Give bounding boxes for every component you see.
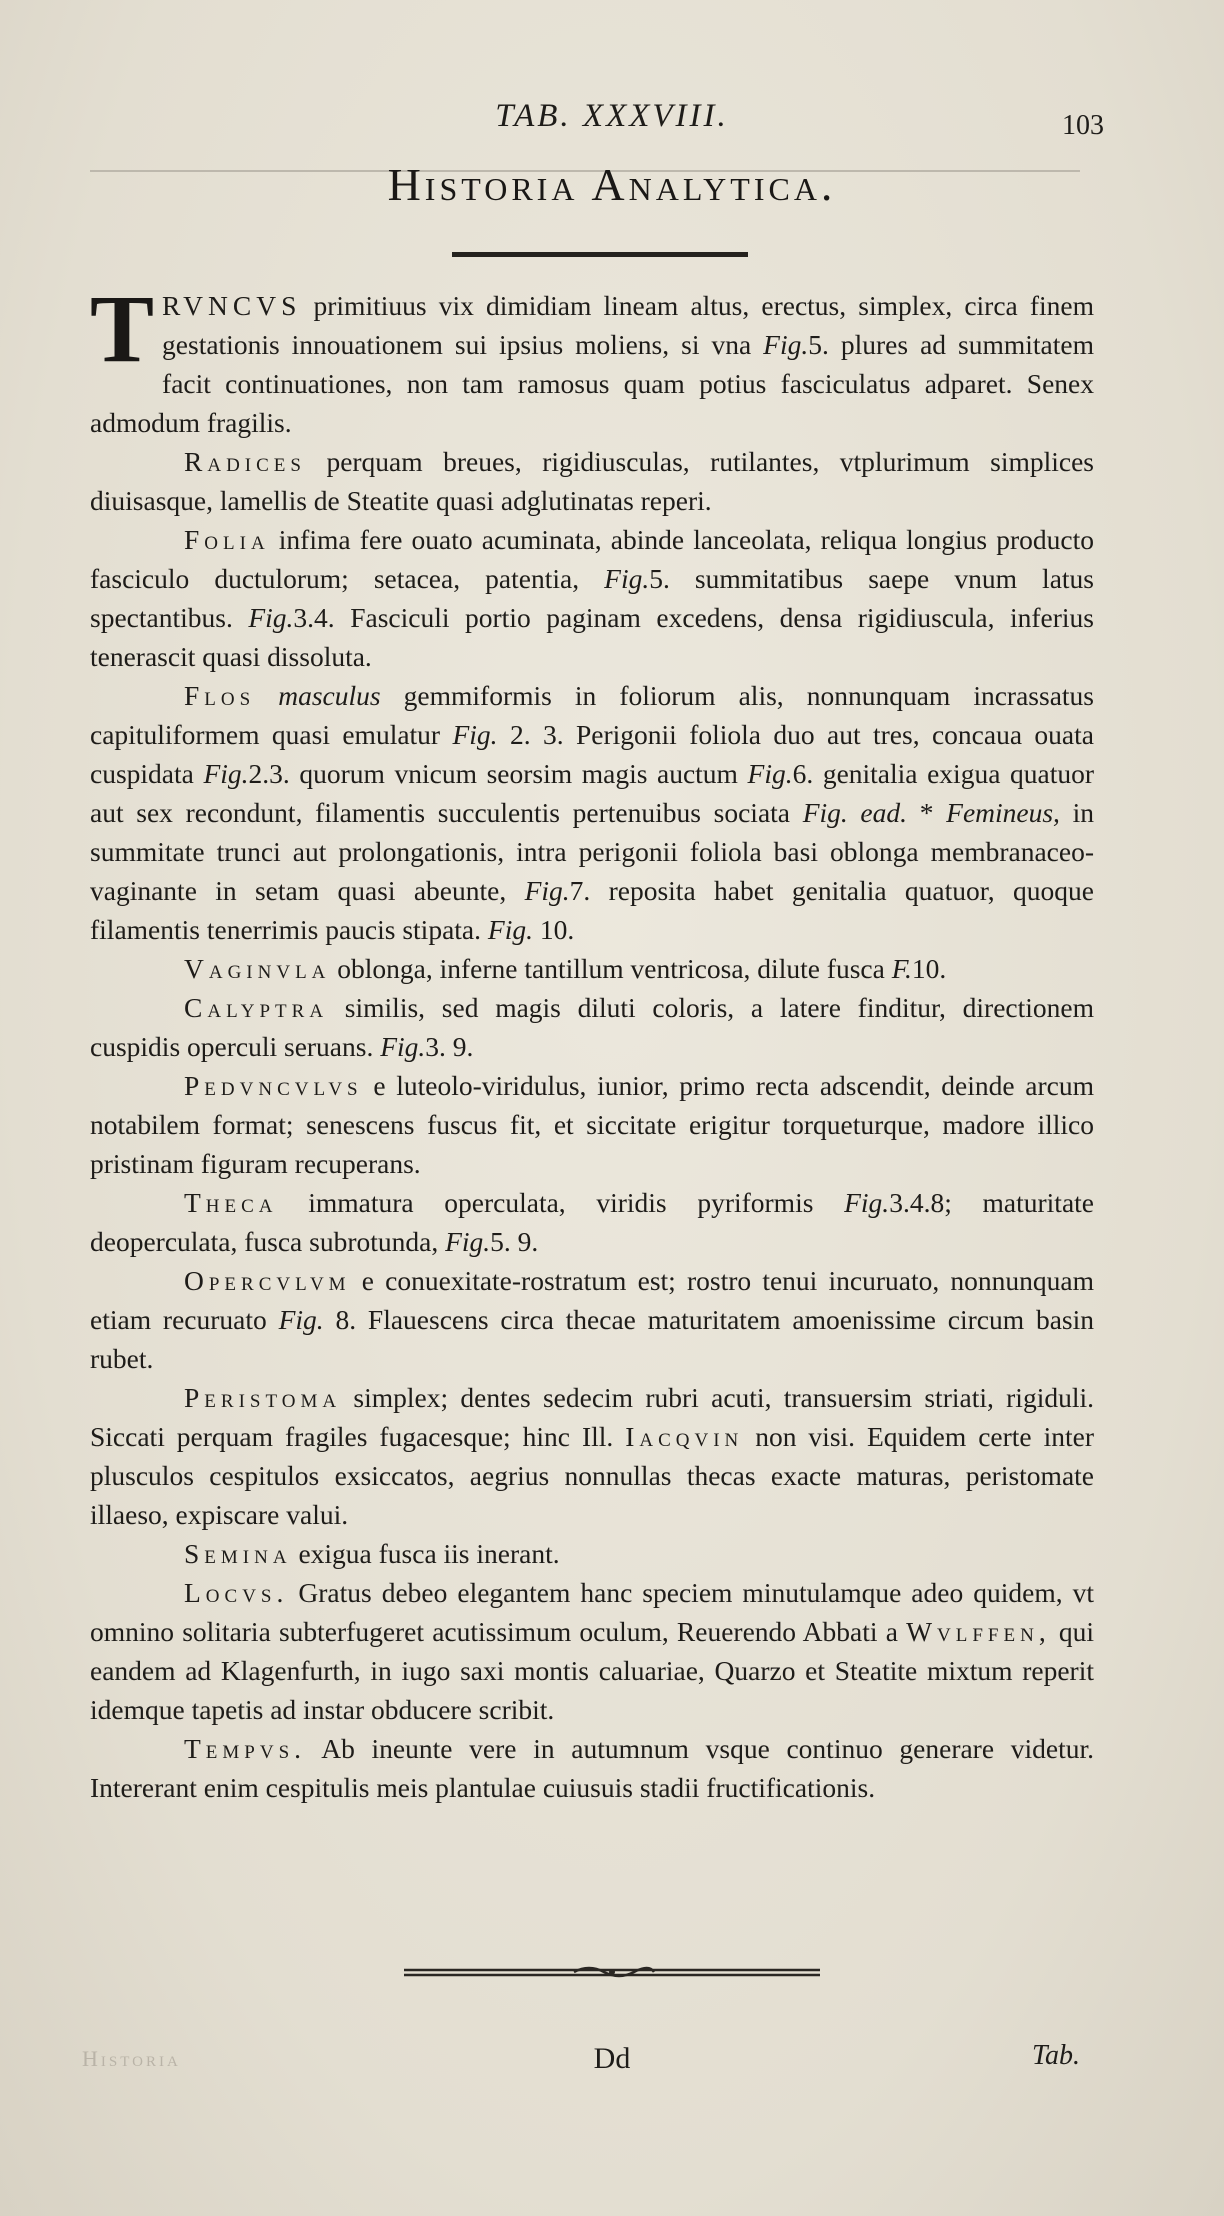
show-through-text: Historia xyxy=(82,2046,181,2071)
text-run: in summitate trunci aut prolongationis, intra perigonii foliola basi oblonga membranaceo-vaginante in setam quasi abeunte, xyxy=(90,797,1095,906)
page-number: 103 xyxy=(1062,110,1104,141)
paragraph xyxy=(90,520,1094,676)
text-run: similis, sed magis diluti coloris, a latere finditur, directionem cuspidis operculi seruans. xyxy=(90,992,1094,1062)
italic-reference: Fig. xyxy=(380,1031,426,1062)
italic-reference: Fig. xyxy=(844,1187,890,1218)
paragraph xyxy=(90,949,1094,988)
text-run: 7. reposita habet genitalia quatuor, quoque filamentis tenerrimis paucis stipata. xyxy=(90,875,1094,945)
paragraph-lead-word: Locvs. xyxy=(184,1577,289,1608)
paragraph-lead-word: Tempvs. xyxy=(184,1733,307,1764)
paragraph-lead-word: Pedvncvlvs xyxy=(184,1070,363,1101)
paragraph-lead-word: Opercvlvm xyxy=(184,1265,351,1296)
paragraph-lead-word: Folia xyxy=(184,524,270,555)
paragraph xyxy=(90,1573,1094,1729)
paragraph xyxy=(90,676,1094,949)
text-run: infima fere ouato acuminata, abinde lanceolata, reliqua longius producto fasciculo ductulorum; setacea, patentia, xyxy=(90,524,1094,594)
text-run: 6. genitalia exigua quatuor aut sex recondunt, filamentis succulentis pertenuibus sociata xyxy=(90,758,1094,828)
text-run: 10. xyxy=(532,914,575,945)
text-run: e luteolo-viridulus, iunior, primo recta adscendit, deinde arcum notabilem format; senescens fuscus fit, et siccitate erigitur torqueturque, madore illico pristinam figuram recuperans. xyxy=(90,1070,1094,1179)
italic-reference: Fig. xyxy=(487,914,533,945)
drop-cap: T xyxy=(90,275,155,382)
paragraph-lead-word: Theca xyxy=(184,1187,278,1218)
text-run: 3.4. Fasciculi portio paginam excedens, densa rigidiuscula, inferius tenerascit quasi dissoluta. xyxy=(90,602,1094,672)
paragraph xyxy=(90,1729,1094,1807)
text-run: gemmiformis in foliorum alis, nonnunquam incrassatus capituliformem quasi emulatur xyxy=(90,680,1095,750)
italic-reference: Fig. xyxy=(747,758,793,789)
text-run: non visi. Equidem certe inter plusculos cespitulos exsiccatos, aegrius nonnullas thecas exacte maturas, peristomate illaeso, expiscare valui. xyxy=(90,1421,1094,1530)
italic-reference: Fig. xyxy=(203,758,249,789)
section-title: Historia Analytica. xyxy=(387,159,837,210)
italic-reference: F. xyxy=(891,953,912,984)
paragraph xyxy=(90,1183,1094,1261)
text-run: * xyxy=(907,797,947,828)
text-run: e conuexitate-rostratum est; rostro tenui incuruato, nonnunquam etiam recuruato xyxy=(90,1265,1094,1335)
italic-reference: Fig. xyxy=(445,1226,491,1257)
text-run: 5. summitatibus saepe vnum latus spectantibus. xyxy=(90,563,1094,633)
text-run: Gratus debeo elegantem hanc speciem minutulamque adeo quidem, vt omnino solitaria subterfugeret acutissimum oculum, Reuerendo Abbati a xyxy=(90,1577,1094,1647)
paragraph xyxy=(90,275,1094,442)
text-run: qui eandem ad Klagenfurth, in iugo saxi montis caluariae, Quarzo et Steatite mixtum reperit idemque tapetis ad instar obducere scribit. xyxy=(90,1616,1095,1725)
title-rule xyxy=(452,252,748,257)
text-run: 5. plures ad summitatem facit continuationes, non tam ramosus quam potius fasciculatus adparet. Senex admodum fragilis. xyxy=(90,329,1094,438)
italic-reference: Fig. xyxy=(452,719,498,750)
end-ornament xyxy=(404,1964,820,1980)
running-head-plate: TAB. XXXVIII. xyxy=(495,98,729,134)
paragraph xyxy=(90,1534,1094,1573)
italic-reference: Fig. ead. xyxy=(802,797,908,828)
text-run: 2. 3. Perigonii foliola duo aut tres, concaua ouata cuspidata xyxy=(90,719,1094,789)
italic-reference: Femineus, xyxy=(946,797,1060,828)
paragraph-lead-word: Peristoma xyxy=(184,1382,342,1413)
small-caps-name: Iacqvin xyxy=(625,1421,744,1452)
paragraph-lead-word: Radices xyxy=(184,446,306,477)
italic-reference: Fig. xyxy=(763,329,809,360)
paragraph xyxy=(90,1378,1094,1534)
italic-reference: Fig. xyxy=(278,1304,324,1335)
text-run: 10. xyxy=(911,953,947,984)
text-run: primitiuus vix dimidiam lineam altus, erectus, simplex, circa finem gestationis innouationem sui ipsius moliens, si vna xyxy=(162,290,1094,360)
text-run xyxy=(255,680,278,711)
italic-reference: Fig. xyxy=(604,563,650,594)
text-run: 2.3. quorum vnicum seorsim magis auctum xyxy=(248,758,748,789)
paragraph-lead-word: Vaginvla xyxy=(184,953,331,984)
italic-reference: Fig. xyxy=(524,875,570,906)
text-run: simplex; dentes sedecim rubri acuti, transuersim striati, rigiduli. Siccati perquam fragiles fugacesque; hinc Ill. xyxy=(90,1382,1094,1452)
text-run: immatura operculata, viridis pyriformis xyxy=(277,1187,845,1218)
text-run: 8. Flauescens circa thecae maturitatem amoenissime circum basin rubet. xyxy=(90,1304,1095,1374)
text-run: 3. 9. xyxy=(425,1031,474,1062)
paragraph-lead-word: Semina xyxy=(184,1538,292,1569)
paragraph-lead-word: RVNCVS xyxy=(162,290,302,321)
small-caps-name: Wvlffen, xyxy=(906,1616,1051,1647)
text-run: perquam breues, rigidiusculas, rutilantes, vtplurimum simplices diuisasque, lamellis de Steatite quasi adglutinatas reperi. xyxy=(90,446,1094,516)
text-run: exigua fusca iis inerant. xyxy=(291,1538,560,1569)
catchword: Tab. xyxy=(1032,2040,1081,2071)
text-run: oblonga, inferne tantillum ventricosa, dilute fusca xyxy=(330,953,892,984)
paragraph-lead-word: Flos xyxy=(184,680,256,711)
signature-mark: Dd xyxy=(593,2042,631,2075)
body-text xyxy=(90,275,1095,1807)
paragraph xyxy=(90,1066,1094,1183)
text-run: Ab ineunte vere in autumnum vsque continuo generare videtur. Intererant enim cespitulis meis plantulae cuiusuis stadii fructificationis. xyxy=(90,1733,1094,1803)
paragraph xyxy=(90,1261,1094,1378)
italic-reference: masculus xyxy=(278,680,381,711)
paragraph xyxy=(90,988,1094,1066)
text-run: 5. 9. xyxy=(490,1226,539,1257)
italic-reference: Fig. xyxy=(248,602,294,633)
paragraph-lead-word: Calyptra xyxy=(184,992,329,1023)
text-run: 3.4.8; maturitate deoperculata, fusca subrotunda, xyxy=(90,1187,1094,1257)
paragraph xyxy=(90,442,1094,520)
